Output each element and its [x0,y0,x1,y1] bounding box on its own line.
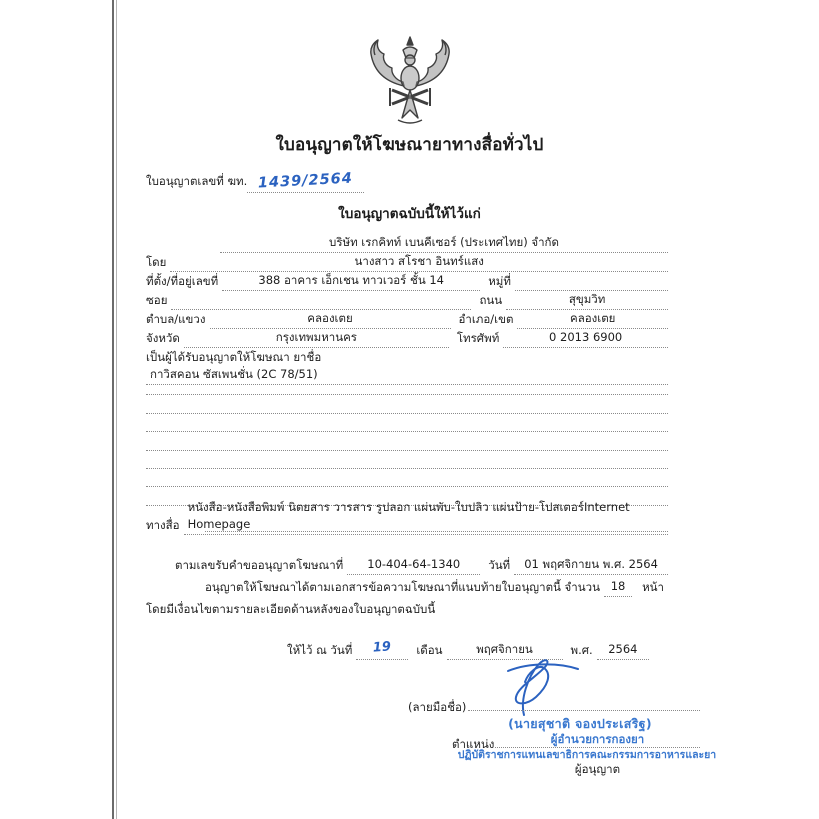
issue-date-row [287,641,649,660]
address-label: ที่ตั้ง/ที่อยู่เลขที่ [146,274,219,288]
approval-row [205,578,668,597]
blank-dotted-line [146,432,668,450]
phone-field: 0 2013 6900 [503,329,668,348]
by-row [146,253,668,272]
garuda-emblem-icon [350,36,470,128]
phone-label: โทรศัพท์ [456,331,500,345]
license-number-handwritten: 1439/2564 [257,170,354,192]
soi-label: ซอย [146,293,168,307]
conditions-statement: โดยมีเงื่อนไขตามรายละเอียดด้านหลังของใบอนุญาตฉบับนี้ [146,602,436,616]
request-date-field: 01 พฤศจิกายน พ.ศ. 2564 [514,556,668,575]
road-label: ถนน [479,293,503,307]
page-edge-line [112,0,114,819]
signature-line [468,697,700,711]
blank-write-in-lines [146,377,668,506]
issue-given-label: ให้ไว้ ณ วันที่ [287,643,353,657]
page-edge-line-inner [116,0,117,819]
issue-day-field [356,641,408,660]
acting-authority-stamp: ปฏิบัติราชการแทนเลขาธิการคณะกรรมการอาหารและยา [457,749,717,761]
address-field: 388 อาคาร เอ็กเชน ทาวเวอร์ ชั้น 14 [222,272,480,291]
position-value-stamp: ผู้อำนวยการกองยา [550,732,645,746]
signature-label: (ลายมือชื่อ) [408,700,467,714]
road-field: สุขุมวิท [506,291,668,310]
subdistrict-label: ตำบล/แขวง [146,312,206,326]
signer-name-stamp: (นายสุชาติ จองประเสริฐ) [508,716,652,731]
blank-dotted-line [146,414,668,432]
issue-month-label: เดือน [416,643,443,657]
authorizer-label: ผู้อนุญาต [574,762,621,776]
issue-month-field: พฤศจิกายน [447,641,563,660]
subdistrict-field: คลองเตย [210,310,451,329]
approval-prefix: อนุญาตให้โฆษณาได้ตามเอกสารข้อความโฆษณาที่แนบท้ายใบอนุญาตนี้ จำนวน [205,580,600,594]
issue-day-handwritten: 19 [372,639,392,656]
soi-field [171,291,471,310]
media-field: หนังสือ-หนังสือพิมพ์ นิตยสาร วารสาร รูปลอก แผ่นพับ-ใบปลิว แผ่นป้าย-โปสเตอร์Internet Homepage [184,499,668,535]
subdistrict-row [146,310,668,329]
request-date-label: วันที่ [488,558,511,572]
address-row [146,272,668,291]
request-number-label: ตามเลขรับคำขออนุญาตโฆษณาที่ [175,558,344,572]
document-title: ใบอนุญาตให้โฆษณายาทางสื่อทั่วไป [275,135,544,155]
by-field: นางสาว สโรชา อินทร์แสง [170,253,668,272]
position-label: ตำแหน่ง [452,737,495,751]
company-row [220,234,668,253]
moo-label: หมู่ที่ [488,274,511,288]
district-field: คลองเตย [517,310,668,329]
province-row [146,329,668,348]
pages-unit-label: หน้า [642,580,664,594]
province-label: จังหวัด [146,331,180,345]
by-label: โดย [146,255,167,269]
issued-to-heading: ใบอนุญาตฉบับนี้ให้ไว้แก่ [338,206,481,222]
drug-name-field: กาวิสคอน ซัสเพนชั่น (2C 78/51) [146,366,668,385]
license-number-field [247,170,364,193]
blank-dotted-line [205,514,668,532]
issue-era-label: พ.ศ. [570,643,593,657]
request-row [175,556,668,575]
soi-row [146,291,668,310]
district-label: อำเภอ/เขต [458,312,514,326]
request-number-field: 10-404-64-1340 [347,556,480,575]
company-field: บริษัท เรกคิทท์ เบนคีเซอร์ (ประเทศไทย) จำกัด [220,234,668,253]
license-number-label: ใบอนุญาตเลขที่ ฆท. [146,174,248,188]
license-number-row [146,170,364,193]
moo-field [515,272,668,291]
blank-dotted-line [146,377,668,395]
media-label: ทางสื่อ [146,518,180,532]
issue-year-field: 2564 [597,641,649,660]
blank-dotted-line [146,395,668,413]
blank-dotted-line [146,469,668,487]
province-field: กรุงเทพมหานคร [184,329,449,348]
blank-dotted-line [146,451,668,469]
grant-statement: เป็นผู้ได้รับอนุญาตให้โฆษณา ยาชื่อ [146,350,322,364]
pages-field: 18 [604,578,632,597]
